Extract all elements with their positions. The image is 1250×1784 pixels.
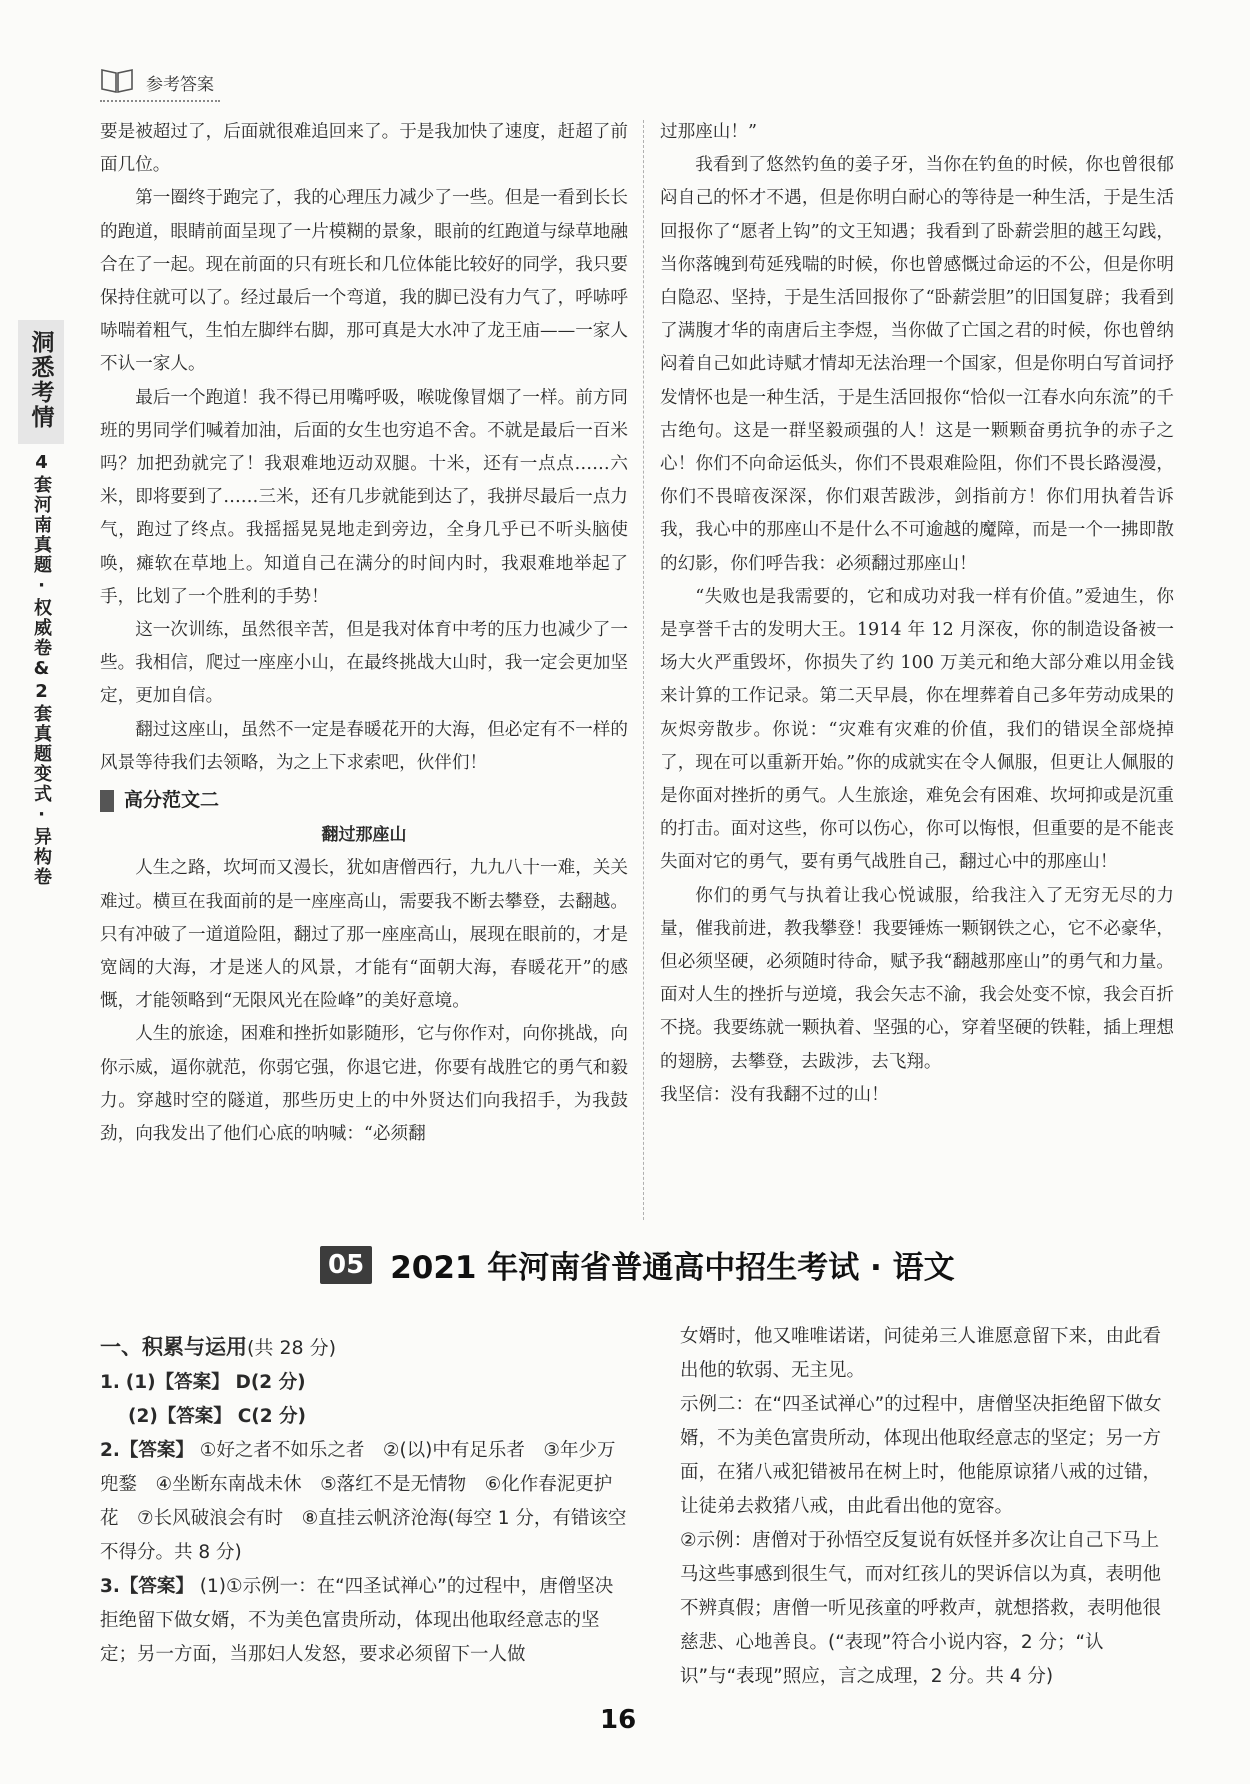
sidebar (18, 320, 68, 960)
essay-one-paragraph: 这一次训练，虽然很辛苦，但是我对体育中考的压力也减少了一些。我相信，爬过一座座小山，在最终挑战大山时，我一定会更加坚定，更加自信。 (100, 620, 628, 707)
part-one-score: (共 28 分) (247, 1337, 337, 1359)
left-column (100, 116, 628, 1151)
essay-two-paragraph: 我坚信：没有我翻不过的山！ (660, 1084, 889, 1105)
open-book-icon (100, 66, 134, 94)
q2-text: ①好之者不如乐之者 ②(以)中有足乐者 ③年少万兜鍪 ④坐断东南战未休 ⑤落红不是无情物 ⑥化作春泥更护花 ⑦长风破浪会有时 ⑧直挂云帆济沧海(每空 1 分，有错该空不得分。共 8 分) (100, 1440, 627, 1563)
sidebar-series-block (18, 452, 64, 891)
column-divider (643, 120, 644, 1220)
sidebar-brand: 洞悉考情 (27, 330, 54, 430)
header-rule (100, 100, 220, 102)
sidebar-series: 4套河南真题·权威卷&2套真题变式·异构卷 (31, 452, 52, 887)
right-column (660, 116, 1174, 1112)
q1-sub1 (100, 1366, 628, 1400)
header-title: 参考答案 (146, 75, 214, 95)
exam-title: 2021 年河南省普通高中招生考试 · 语文 (390, 1250, 955, 1286)
essay-two-paragraph: “失败也是我需要的，它和成功对我一样有价值。”爱迪生，你是享誉千古的发明大王。1914 年 12 月深夜，你的制造设备被一场大火严重毁坏，你损失了约 100 万美元和绝大部分难以用金钱来计算的工作记录。第二天早晨，你在埋葬着自己多年劳动成果的灰烬旁散步。你说：“灾难有灾难的价值，我们的错误全部烧掉了，现在可以重新开始。”你的成就实在令人佩服，但更让人佩服的是你面对挫折的勇气。人生旅途，难免会有困难、坎坷抑或是沉重的打击。面对这些，你可以伤心，你可以悔恨，但重要的是不能丧失面对它的勇气，要有勇气战胜自己，翻过心中的那座山！ (660, 586, 1174, 873)
q1-sub1-label: (1)【答案】 (125, 1372, 230, 1393)
page-number: 16 (600, 1705, 637, 1735)
exam-number-badge: 05 (320, 1246, 372, 1284)
answer-paragraph: ②示例：唐僧对于孙悟空反复说有妖怪并多次让自己下马上马这些事感到很生气，而对红孩儿的哭诉信以为真，表明他不辨真假；唐僧一听见孩童的呼救声，就想搭救，表明他很慈悲、心地善良。(“表现”符合小说内容，2 分；“认识”与“表现”照应，言之成理，2 分。共 4 分) (680, 1530, 1162, 1687)
essay-two-paragraph: 人生的旅途，困难和挫折如影随形，它与你作对，向你挑战，向你示威，逼你就范，你弱它强，你退它进，你要有战胜它的勇气和毅力。穿越时空的隧道，那些历史上的中外贤达们向我招手，为我鼓劲，向我发出了他们心底的呐喊：“必须翻 (100, 1024, 628, 1145)
essay-two-paragraph: 过那座山！” (660, 122, 757, 142)
q1-sub2-label: (2)【答案】 (128, 1406, 232, 1427)
q2-answer (100, 1434, 628, 1570)
exam-heading (320, 1242, 955, 1287)
q1-number: 1. (100, 1372, 120, 1393)
essay-one-paragraph: 最后一个跑道！我不得已用嘴呼吸，喉咙像冒烟了一样。前方同班的男同学们喊着加油，后面的女生也穷追不舍。不就是最后一百米吗？加把劲就完了！我艰难地迈动双腿。十米，还有一点点……六米，即将要到了……三米，还有几步就能到达了，我拼尽最后一点力气，跑过了终点。我摇摇晃晃地走到旁边，全身几乎已不听头脑使唤，瘫软在草地上。知道自己在满分的时间内时，我艰难地举起了手，比划了一个胜利的手势！ (100, 387, 628, 607)
essay-two-paragraph: 你们的勇气与执着让我心悦诚服，给我注入了无穷无尽的力量，催我前进，教我攀登！我要锤炼一颗钢铁之心，它不必豪华，但必须坚硬，必须随时待命，赋予我“翻越那座山”的勇气和力量。面对人生的挫折与逆境，我会矢志不渝，我会处变不惊，我会百折不挠。我要练就一颗执着、坚强的心，穿着坚硬的铁鞋，插上理想的翅膀，去攀登，去跋涉，去飞翔。 (660, 885, 1174, 1072)
q3-answer (100, 1570, 628, 1672)
section-head-model-essay-two (100, 784, 628, 817)
q1-sub1-answer: D(2 分) (235, 1372, 306, 1393)
essay-one-paragraph: 翻过这座山，虽然不一定是春暖花开的大海，但必定有不一样的风景等待我们去领略，为之上下求索吧，伙伴们！ (100, 719, 628, 773)
q1-sub2 (100, 1400, 628, 1434)
essay-two-paragraph: 我看到了悠然钓鱼的姜子牙，当你在钓鱼的时候，你也曾很郁闷自己的怀才不遇，但是你明白耐心的等待是一种生活，于是生活回报你了“愿者上钩”的文王知遇；我看到了卧薪尝胆的越王勾践，当你落魄到苟延残喘的时候，你也曾感慨过命运的不公，但是你明白隐忍、坚持，于是生活回报你了“卧薪尝胆”的旧国复辟；我看到了满腹才华的南唐后主李煜，当你做了亡国之君的时候，你也曾纳闷着自己如此诗赋才情却无法治理一个国家，但是你明白写首词抒发情怀也是一种生活，于是生活回报你“恰似一江春水向东流”的千古绝句。这是一群坚毅顽强的人！这是一颗颗奋勇抗争的赤子之心！你们不向命运低头，你们不畏艰难险阻，你们不畏长路漫漫，你们不畏暗夜深深，你们艰苦跋涉，剑指前方！你们用执着告诉我，我心中的那座山不是什么不可逾越的魔障，而是一个一拂即散的幻影，你们呼告我：必须翻过那座山！ (660, 155, 1174, 574)
answers-right-column (680, 1320, 1176, 1694)
q3-text: (1)①示例一：在“四圣试禅心”的过程中，唐僧坚决拒绝留下做女婿，不为美色富贵所动，体现出他取经意志的坚定；另一方面，当那妇人发怒，要求必须留下一人做 (100, 1576, 614, 1665)
q3-number: 3.【答案】 (100, 1576, 194, 1597)
sidebar-brand-block (18, 320, 64, 444)
part-one-heading (100, 1330, 628, 1366)
essay-two-paragraph: 人生之路，坎坷而又漫长，犹如唐僧西行，九九八十一难，关关难过。横亘在我面前的是一座座高山，需要我不断去攀登，去翻越。只有冲破了一道道险阻，翻过了那一座座高山，展现在眼前的，才是宽阔的大海，才是迷人的风景，才能有“面朝大海，春暖花开”的感慨，才能领略到“无限风光在险峰”的美好意境。 (100, 858, 628, 1012)
part-one-label: 一、积累与运用 (100, 1335, 247, 1359)
section-bar-icon (100, 790, 114, 812)
essay-one-paragraph: 要是被超过了，后面就很难追回来了。于是我加快了速度，赶超了前面几位。 (100, 122, 628, 176)
answer-paragraph: 示例二：在“四圣试禅心”的过程中，唐僧坚决拒绝留下做女婿，不为美色富贵所动，体现出他取经意志的坚定；另一方面，在猪八戒犯错被吊在树上时，他能原谅猪八戒的过错，让徒弟去救猪八戒，由此看出他的宽容。 (680, 1394, 1162, 1517)
q1-sub2-answer: C(2 分) (237, 1406, 306, 1427)
answers-left-column (100, 1330, 628, 1672)
essay-one-paragraph: 第一圈终于跑完了，我的心理压力减少了一些。但是一看到长长的跑道，眼睛前面呈现了一片模糊的景象，眼前的红跑道与绿草地融合在了一起。现在前面的只有班长和几位体能比较好的同学，我只要保持住就可以了。经过最后一个弯道，我的脚已没有力气了，呼哧呼哧喘着粗气，生怕左脚绊右脚，那可真是大水冲了龙王庙——一家人不认一家人。 (100, 188, 628, 375)
q2-number: 2.【答案】 (100, 1440, 194, 1461)
essay-title: 翻过那座山 (321, 825, 407, 846)
section-label: 高分范文二 (124, 789, 220, 812)
answer-paragraph: 女婿时，他又唯唯诺诺，问徒弟三人谁愿意留下来，由此看出他的软弱、无主见。 (680, 1326, 1162, 1381)
